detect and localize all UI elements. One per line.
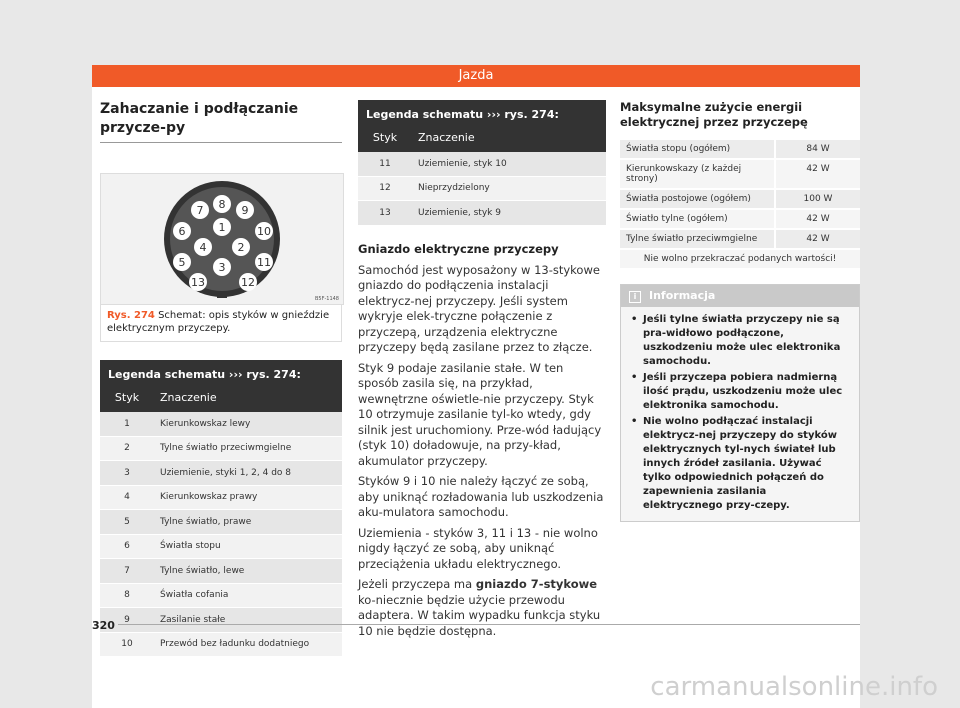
legend-row	[100, 436, 342, 461]
legend-row	[358, 152, 606, 176]
socket-pin-label: 12	[241, 276, 255, 289]
socket-pin-label: 8	[218, 198, 226, 211]
legend-row	[100, 632, 342, 657]
legend-pin: 1	[100, 412, 154, 436]
legend-1-table	[100, 387, 342, 657]
legend-row	[100, 461, 342, 486]
socket-pin-label: 2	[237, 241, 245, 254]
info-header	[621, 285, 859, 307]
socket-diagram	[101, 174, 343, 304]
watermark: carmanualsonline.info	[650, 672, 938, 702]
legend-meaning: Tylne światło przeciwmgielne	[154, 436, 342, 461]
section-title: Zahaczanie i podłączanie przycze-py	[100, 101, 299, 136]
legend-meaning: Uziemienie, styk 10	[412, 152, 606, 176]
section-underline	[100, 142, 342, 143]
power-value: 84 W	[775, 140, 860, 159]
power-value: 42 W	[775, 229, 860, 249]
power-note: Nie wolno przekraczać podanych wartości!	[620, 249, 860, 269]
power-value: 42 W	[775, 159, 860, 189]
power-title: Maksymalne zużycie energii elektrycznej przez przyczepę	[620, 100, 808, 129]
legend-row	[100, 412, 342, 436]
legend-row	[358, 201, 606, 226]
legend-meaning: Kierunkowskaz lewy	[154, 412, 342, 436]
socket-pin-label: 13	[191, 276, 205, 289]
legend-meaning: Uziemienie, styki 1, 2, 4 do 8	[154, 461, 342, 486]
legend-row	[100, 608, 342, 633]
info-title: Informacja	[649, 289, 716, 302]
info-item: • Jeśli tylne światła przyczepy nie są pra-widłowo podłączone, uszkodzeniu może ulec elektronika samochodu.	[631, 313, 849, 369]
info-box	[620, 284, 860, 522]
info-item: • Jeśli przyczepa pobiera nadmierną ilość prądu, uszkodzeniu może ulec elektronika samochodu.	[631, 371, 849, 413]
legend-pin: 10	[100, 632, 154, 657]
legend-row	[100, 534, 342, 559]
socket-figure	[100, 173, 344, 305]
power-row	[620, 189, 860, 209]
power-label: Światło tylne (ogółem)	[620, 209, 775, 229]
legend-2-table	[358, 127, 606, 226]
socket-pin-label: 3	[218, 261, 226, 274]
legend-pin: 4	[100, 485, 154, 510]
legend-pin: 2	[100, 436, 154, 461]
power-table	[620, 140, 860, 270]
column-middle	[358, 100, 606, 644]
power-value: 100 W	[775, 189, 860, 209]
power-value: 42 W	[775, 209, 860, 229]
power-label: Światła postojowe (ogółem)	[620, 189, 775, 209]
power-row	[620, 209, 860, 229]
legend-row	[100, 510, 342, 535]
figure-caption	[100, 305, 342, 342]
legend-meaning: Zasilanie stałe	[154, 608, 342, 633]
power-row	[620, 140, 860, 159]
legend-meaning: Tylne światło, lewe	[154, 559, 342, 584]
figure-code: B5F-1148	[314, 296, 339, 302]
legend-2-col-pin: Styk	[358, 127, 412, 152]
socket-paragraph-3: Styków 9 i 10 nie należy łączyć ze sobą, aby uniknąć rozładowania lub uszkodzenia aku-mulatora samochodu.	[358, 474, 604, 519]
socket-title: Gniazdo elektryczne przyczepy	[358, 241, 559, 256]
column-left	[100, 100, 342, 657]
power-label: Tylne światło przeciwmgielne	[620, 229, 775, 249]
socket-key	[217, 292, 227, 298]
legend-meaning: Światła cofania	[154, 583, 342, 608]
legend-1-col-meaning: Znaczenie	[154, 387, 342, 412]
power-row	[620, 229, 860, 249]
footer-rule	[118, 624, 860, 625]
legend-1-title: Legenda schematu ››› rys. 274:	[100, 360, 342, 387]
page-number: 320	[92, 619, 115, 632]
power-note-row	[620, 249, 860, 269]
legend-pin: 12	[358, 176, 412, 201]
socket-pin-label: 5	[178, 256, 186, 269]
legend-meaning: Przewód bez ładunku dodatniego	[154, 632, 342, 657]
socket-paragraph-1: Samochód jest wyposażony w 13-stykowe gniazdo do podłączenia instalacji elektrycz-nej przyczepy. Jeśli system wykryje elek-tryczne połączenie z przyczepą, urządzenia elektryczne przyczepy będą zasilane przez to złącze.	[358, 262, 600, 354]
legend-pin: 6	[100, 534, 154, 559]
socket-paragraph-4: Uziemienia - styków 3, 11 i 13 - nie wolno nigdy łączyć ze sobą, aby uniknąć przeciążenia układu elektrycznego.	[358, 525, 598, 571]
legend-table-1	[100, 360, 342, 657]
power-label: Kierunkowskazy (z każdej strony)	[620, 159, 775, 189]
socket-pin-label: 6	[178, 225, 186, 238]
legend-row	[100, 583, 342, 608]
legend-2-title: Legenda schematu ››› rys. 274:	[358, 100, 606, 127]
socket-pin-label: 4	[199, 241, 207, 254]
legend-pin: 3	[100, 461, 154, 486]
legend-pin: 8	[100, 583, 154, 608]
legend-meaning: Kierunkowskaz prawy	[154, 485, 342, 510]
socket-section	[358, 242, 606, 640]
legend-row	[358, 176, 606, 201]
socket-pin-label: 10	[257, 225, 271, 238]
legend-pin: 5	[100, 510, 154, 535]
legend-1-col-pin: Styk	[100, 387, 154, 412]
figure-caption-number: Rys. 274	[107, 310, 155, 321]
legend-pin: 11	[358, 152, 412, 176]
legend-table-2	[358, 100, 606, 226]
legend-row	[100, 485, 342, 510]
socket-pin-label: 11	[257, 256, 271, 269]
socket-paragraph-2: Styk 9 podaje zasilanie stałe. W ten sposób zasila się, na przykład, wewnętrzne oświetle-nie przyczepy. Styk 10 otrzymuje zasilanie tyl-ko wtedy, gdy silnik jest uruchomiony. Prze-wód ładujący (styk 10) doładowuje, na przy-kład, akumulator przyczepy.	[358, 360, 602, 468]
socket-paragraph-5-bold: gniazdo 7-stykowe	[475, 577, 598, 591]
power-label: Światła stopu (ogółem)	[620, 140, 775, 159]
socket-paragraph-5	[358, 577, 606, 639]
legend-meaning: Światła stopu	[154, 534, 342, 559]
socket-pin-label: 9	[241, 204, 249, 217]
info-list	[621, 313, 859, 513]
page-header: Jazda	[92, 65, 860, 87]
legend-pin: 7	[100, 559, 154, 584]
legend-meaning: Tylne światło, prawe	[154, 510, 342, 535]
legend-pin: 9	[100, 608, 154, 633]
info-item: • Nie wolno podłączać instalacji elektrycz-nej przyczepy do styków elektrycznych tyl-nych świateł lub innych źródeł zasilania. Używać tylko odpowiednich połączeń do zapewnienia zasilania elektrycznego przy-czepy.	[631, 415, 849, 513]
column-right	[620, 100, 860, 522]
legend-2-col-meaning: Znaczenie	[412, 127, 606, 152]
legend-meaning: Uziemienie, styk 9	[412, 201, 606, 226]
figure-caption-text: Schemat: opis styków w gnieździe elektrycznym przyczepy.	[107, 310, 330, 334]
legend-meaning: Nieprzydzielony	[412, 176, 606, 201]
socket-pin-label: 7	[196, 204, 204, 217]
legend-pin: 13	[358, 201, 412, 226]
socket-paragraph-5-pre: Jeżeli przyczepa ma	[358, 577, 476, 591]
legend-row	[100, 559, 342, 584]
power-row	[620, 159, 860, 189]
socket-pin-label: 1	[218, 221, 226, 234]
socket-paragraph-5-post: ko-niecznie będzie użycie przewodu adaptera. W takim wypadku funkcja styku 10 nie będzie dostępna.	[358, 592, 601, 638]
info-icon: i	[629, 291, 641, 303]
